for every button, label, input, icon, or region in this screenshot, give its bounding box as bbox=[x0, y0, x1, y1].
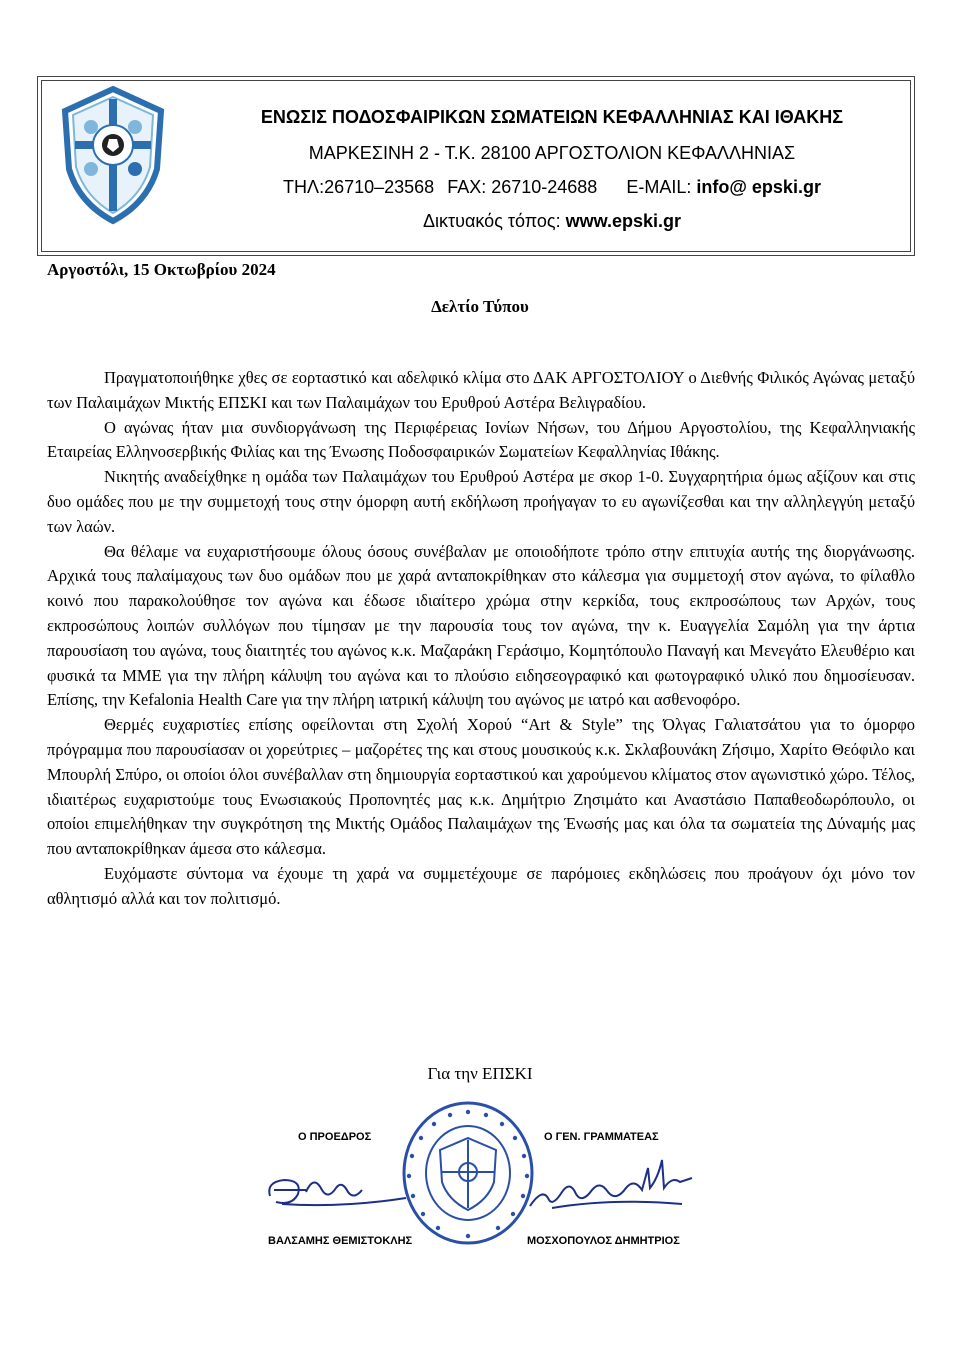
crest-logo-icon bbox=[57, 85, 169, 225]
paragraph: Πραγματοποιήθηκε χθες σε εορταστικό και αδελφικό κλίμα στο ΔΑΚ ΑΡΓΟΣΤΟΛΙΟΥ ο Διεθνής Φιλικός Αγώνας μεταξύ των Παλαιμάχων Μικτής ΕΠΣΚΙ και των Παλαιμάχων του Ερυθρού Αστέρα Βελιγραδίου. bbox=[47, 368, 915, 412]
org-name: ΕΝΩΣΙΣ ΠΟΔΟΣΦΑΙΡΙΚΩΝ ΣΩΜΑΤΕΙΩΝ ΚΕΦΑΛΛΗΝΙΑΣ ΚΑΙ ΙΘΑΚΗΣ bbox=[260, 107, 844, 127]
secretary-name: ΜΟΣΧΟΠΟΥΛΟΣ ΔΗΜΗΤΡΙΟΣ bbox=[527, 1235, 680, 1247]
secretary-signature-icon bbox=[522, 1148, 702, 1218]
website-line bbox=[192, 211, 912, 232]
document-date: Αργοστόλι, 15 Οκτωβρίου 2024 bbox=[47, 260, 276, 279]
contact-line bbox=[192, 177, 912, 198]
secretary-role: Ο ΓΕΝ. ΓΡΑΜΜΑΤΕΑΣ bbox=[544, 1131, 659, 1143]
signature-heading: Για την ΕΠΣΚΙ bbox=[427, 1064, 533, 1083]
org-address: ΜΑΡΚΕΣΙΝΗ 2 - Τ.Κ. 28100 ΑΡΓΟΣΤΟΛΙΟΝ ΚΕΦΑΛΛΗΝΙΑΣ bbox=[308, 143, 796, 163]
paragraph: Θα θέλαμε να ευχαριστήσουμε όλους όσους συνέβαλαν με οποιοδήποτε τρόπο στην επιτυχία αυτής της διοργάνωσης. Αρχικά τους παλαίμαχους των δυο ομάδων που με χαρά ανταποκρίθηκαν στο κάλεσμα για συμμετοχή στον αγώνα, το φίλαθλο κοινό που παρακολούθησε τον αγώνα και έδωσε ιδιαίτερο χρώμα στην κερκίδα, τους εκπροσώπους των Αρχών, τους εκπροσώπους λοιπών συλλόγων που τίμησαν με την παρουσία τους τον αγώνα, την κ. Ευαγγελία Σαμόλη για την άρτια παρουσίαση του αγώνα, τους διαιτητές του αγώνος κ.κ. Μαζαράκη Γεράσιμο, Κομητόπουλο Παναγή και Μενεγάτο Ελευθέριο και φυσικά τα ΜΜΕ για την πλήρη κάλυψη του αγώνα και το πλούσιο ειδησεογραφικό και φωτογραφικό υλικό που δημοσίευσαν. Επίσης, την Kefalonia Health Care για την πλήρη ιατρική κάλυψη του αγώνος με ιατρό και ασθενοφόρο. bbox=[47, 541, 915, 710]
paragraph: Θερμές ευχαριστίες επίσης οφείλονται στη Σχολή Χορού “Art & Style” της Όλγας Γαλιατσάτου για το όμορφο πρόγραμμα που παρουσίασαν οι χορεύτριες – μαζορέτες της και στους μουσικούς κ.κ. Σκλαβουνάκη Ζήσιμο, Χαρίτο Θεόφιλο και Μπουρλή Σπύρο, οι οποίοι όλοι συνέβαλλαν στη δημιουργία εορταστικού και χαρούμενου κλίματος στον αγωνιστικό χώρο. Τέλος, ιδιαιτέρως ευχαριστούμε τους Ενωσιακούς Προπονητές μας κ.κ. Δημήτριο Ζησιμάτο και Αναστάσιο Παπαθεοδωρόπουλο, οι οποίοι επιμελήθηκαν την συγκρότηση της Μικτής Ομάδος Παλαιμάχων της Ένωσής μας και όλα τα σωματεία της Δύναμής μας που ανταποκρίθηκαν άμεσα στο κάλεσμα. bbox=[47, 715, 915, 859]
president-signature-icon bbox=[262, 1160, 412, 1220]
website-label: Δικτυακός τόπος: bbox=[423, 211, 561, 231]
paragraph: Ευχόμαστε σύντομα να έχουμε τη χαρά να συμμετέχουμε σε παρόμοιες εκδηλώσεις που προάγουν όχι μόνο τον αθλητισμό αλλά και τον πολιτισμό. bbox=[47, 863, 915, 908]
official-stamp-icon bbox=[398, 1098, 538, 1248]
phone-number: ΤΗΛ:26710–23568 bbox=[283, 177, 435, 197]
president-role: Ο ΠΡΟΕΔΡΟΣ bbox=[298, 1131, 372, 1143]
email-label: E-MAIL: bbox=[626, 177, 692, 197]
email-link[interactable]: info@ epski.gr bbox=[696, 177, 821, 197]
paragraph: Νικητής αναδείχθηκε η ομάδα των Παλαιμάχων του Ερυθρού Αστέρα με σκορ 1-0. Συγχαρητήρια όμως αξίζουν και στις δυο ομάδες που με την συμμετοχή τους στην όμορφη αυτή εκδήλωση προήγαγαν το ευ αγωνίζεσθαι και την αλληλεγγύη μεταξύ των λαών. bbox=[47, 467, 915, 536]
website-link[interactable]: www.epski.gr bbox=[565, 211, 681, 231]
page-title: Δελτίο Τύπου bbox=[431, 297, 529, 316]
paragraph: Ο αγώνας ήταν μια συνδιοργάνωση της Περιφέρειας Ιονίων Νήσων, του Δήμου Αργοστολίου, της Κεφαλληνιακής Εταιρείας Ελληνοσερβικής Φιλίας και της Ένωσης Ποδοσφαιρικών Σωματείων Κεφαλληνίας Ιθάκης. bbox=[47, 417, 915, 462]
letterhead-inner-frame bbox=[41, 80, 911, 252]
letterhead bbox=[37, 76, 915, 256]
president-name: ΒΑΛΣΑΜΗΣ ΘΕΜΙΣΤΟΚΛΗΣ bbox=[268, 1235, 413, 1247]
press-release-body bbox=[47, 366, 915, 912]
fax-number: FAX: 26710-24688 bbox=[447, 177, 598, 197]
